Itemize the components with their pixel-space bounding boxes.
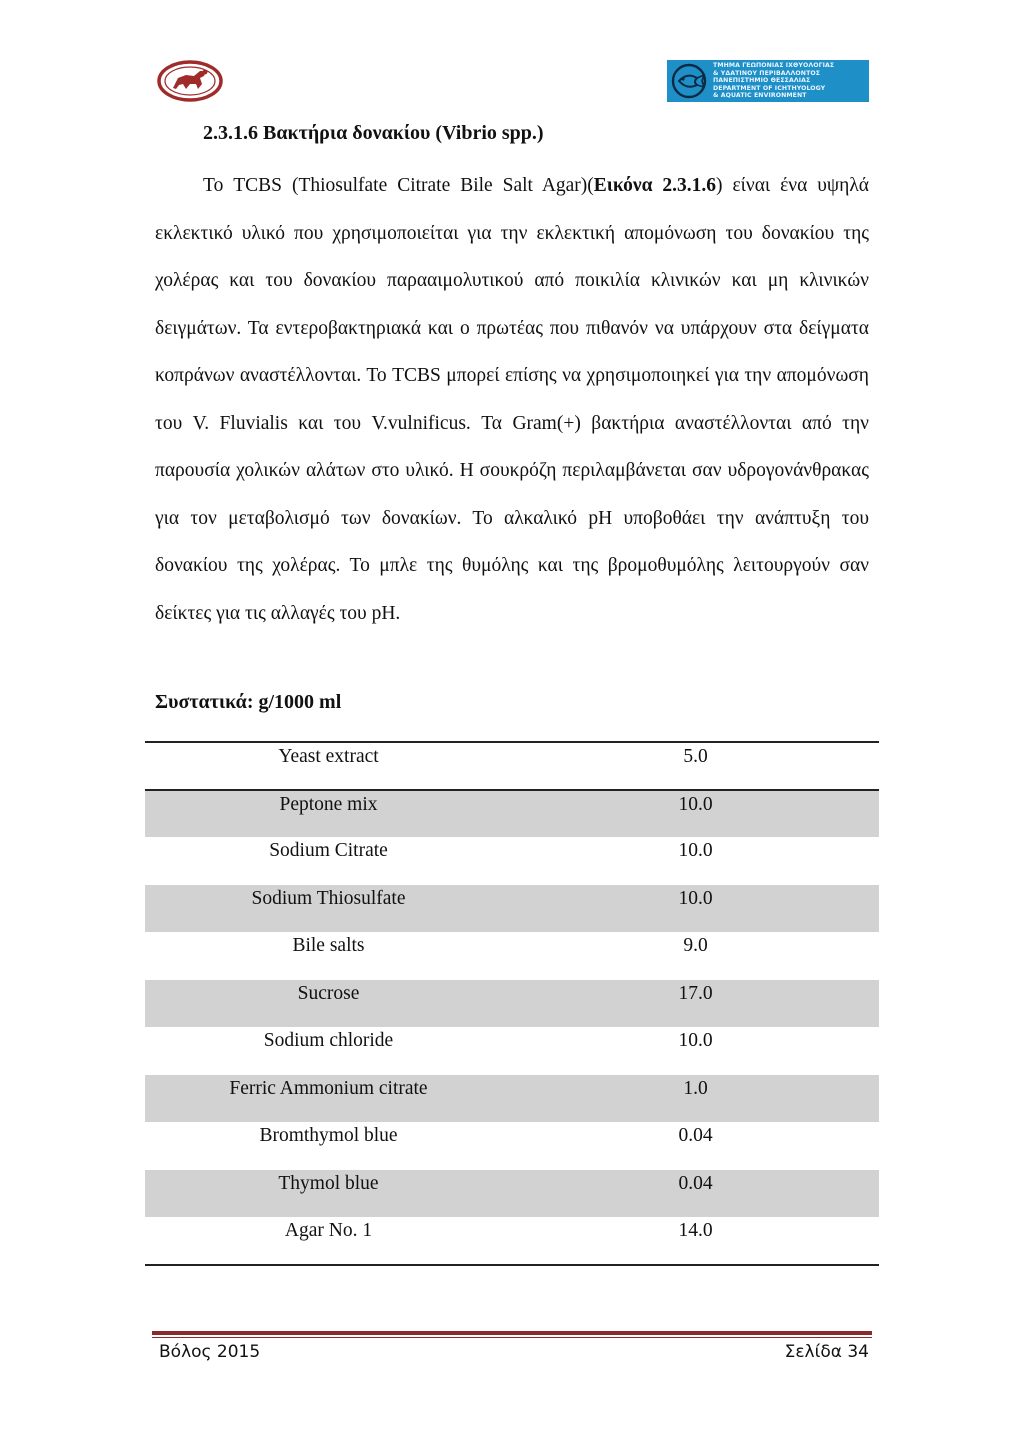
ingredient-name: Thymol blue xyxy=(278,1172,379,1194)
footer-page-number: Σελίδα 34 xyxy=(784,1342,869,1362)
table-row xyxy=(145,837,879,885)
logo-line: & ΥΔΑΤΙΝΟΥ ΠΕΡΙΒΑΛΛΟΝΤΟΣ xyxy=(713,69,821,77)
department-logo xyxy=(667,60,869,102)
table-row xyxy=(145,1027,879,1075)
figure-reference: Εικόνα 2.3.1.6 xyxy=(593,175,717,196)
logo-line: DEPARTMENT OF ICHTHYOLOGY xyxy=(713,84,826,92)
ingredients-title: Συστατικά: g/1000 ml xyxy=(155,691,342,713)
paragraph-part: Το TCBS (Thiosulfate Citrate Bile Salt Agar)( xyxy=(203,175,594,196)
table-row xyxy=(145,980,879,1028)
ingredient-name: Yeast extract xyxy=(145,742,512,790)
table-row xyxy=(145,885,879,933)
logo-line: & AQUATIC ENVIRONMENT xyxy=(713,92,807,100)
ingredient-amount: 10.0 xyxy=(678,887,713,909)
table-row xyxy=(145,1122,879,1170)
ingredient-name: Sodium Citrate xyxy=(269,840,388,861)
ingredients-table xyxy=(145,741,879,1266)
ingredient-amount: 1.0 xyxy=(683,1077,708,1099)
logo-line: ΠΑΝΕΠΙΣΤΗΜΙΟ ΘΕΣΣΑΛΙΑΣ xyxy=(713,77,811,85)
ingredient-name: Agar No. 1 xyxy=(145,1217,512,1265)
ingredient-amount: 10.0 xyxy=(678,1030,713,1051)
ingredient-name: Bromthymol blue xyxy=(259,1125,398,1146)
ingredient-amount: 14.0 xyxy=(512,1217,879,1265)
ingredient-name: Sodium Thiosulfate xyxy=(251,887,406,909)
ingredient-amount: 10.0 xyxy=(678,793,713,815)
ingredient-amount: 5.0 xyxy=(512,742,879,790)
table-row xyxy=(145,1170,879,1218)
body-paragraph xyxy=(155,162,869,637)
ingredient-amount: 0.04 xyxy=(678,1125,713,1146)
table-row xyxy=(145,1217,879,1265)
table-row xyxy=(145,932,879,980)
footer-location-year: Βόλος 2015 xyxy=(159,1342,261,1362)
paragraph-part: ) είναι ένα υψηλά εκλεκτικό υλικό που χρησιμοποιείται για την εκλεκτική απομόνωση του δονακίου της χολέρας και του δονακίου παρααιμολυτικού από ποικιλία κλινικών και μη κλινικών δειγμάτων. Τα εντεροβακτηριακά και ο πρωτέας που πιθανόν να υπάρχουν στα δείγματα κοπράνων αναστέλλονται. Το TCBS μπορεί επίσης να χρησιμοποιηκεί για την απομόνωση του V. Fluvialis και του V.vulnificus. Τα Gram(+) βακτήρια αναστέλλονται από την παρουσία χολικών αλάτων στο υλικό. Η σουκρόζη περιλαμβάνεται σαν υδρογονάνθρακας για τον μεταβολισμό των δονακίων. Το αλκαλικό pH υποβοθάει την ανάπτυξη του δονακίου της χολέρας. Το μπλε της θυμόλης και της βρομοθυμόλης λειτουργούν σαν δείκτες για τις αλλαγές του pH. xyxy=(155,175,869,624)
section-heading: 2.3.1.6 Βακτήρια δονακίου (Vibrio spp.) xyxy=(203,122,544,144)
ingredient-amount: 10.0 xyxy=(678,840,713,861)
logo-line: ΤΜΗΜΑ ΓΕΩΠΟΝΙΑΣ ΙΧΘΥΟΛΟΓΙΑΣ xyxy=(713,62,835,70)
department-logo-text xyxy=(711,60,869,102)
ingredient-name: Sodium chloride xyxy=(263,1030,394,1051)
ingredient-amount: 9.0 xyxy=(683,935,708,956)
ingredient-name: Bile salts xyxy=(292,935,365,956)
ingredient-amount: 17.0 xyxy=(678,982,713,1004)
university-logo xyxy=(156,58,224,104)
table-row xyxy=(145,790,879,838)
footer-rule xyxy=(152,1331,872,1335)
table-row xyxy=(145,1075,879,1123)
ingredient-name: Peptone mix xyxy=(279,793,378,815)
horse-emblem-icon xyxy=(156,58,224,104)
ingredient-amount: 0.04 xyxy=(678,1172,713,1194)
ingredient-name: Sucrose xyxy=(297,982,360,1004)
table-row xyxy=(145,742,879,790)
ingredient-name: Ferric Ammonium citrate xyxy=(229,1077,428,1099)
footer-rule-thin xyxy=(152,1337,872,1338)
fish-circle-icon xyxy=(667,60,711,102)
